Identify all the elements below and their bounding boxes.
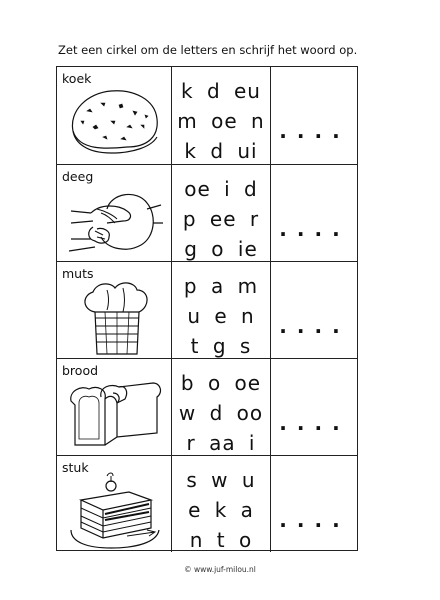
cookie-icon: [67, 81, 163, 161]
answer-dots: ....: [279, 119, 350, 143]
picture-cell: [57, 262, 171, 358]
letter-line: k d ui: [184, 139, 258, 163]
letter-line: w d oo: [178, 401, 264, 425]
letters-cell: [172, 165, 270, 261]
chef-hat-icon: [67, 276, 163, 356]
worksheet-row-koek: [57, 67, 357, 164]
letter-line: oe i d: [184, 177, 258, 201]
letter-line: p ee r: [182, 207, 260, 231]
letter-line: u e n: [187, 304, 255, 328]
instruction-text: Zet een cirkel om de letters en schrijf het woord op.: [58, 43, 358, 57]
word-label: muts: [62, 266, 94, 281]
letter-line: k d eu: [181, 79, 261, 103]
letters-cell: [172, 262, 270, 358]
answer-dots: ....: [279, 508, 350, 532]
letter-line: g o ie: [184, 237, 258, 261]
kneading-dough-icon: [67, 179, 163, 259]
answer-dots: ....: [279, 217, 350, 241]
letter-line: r aa i: [186, 431, 256, 455]
letters-cell: [172, 456, 270, 552]
worksheet-row-brood: [57, 358, 357, 455]
cake-slice-icon: [67, 470, 163, 550]
word-label: stuk: [62, 460, 89, 475]
worksheet-row-deeg: [57, 164, 357, 261]
letter-line: e k a: [188, 498, 254, 522]
answer-cell: [271, 165, 358, 261]
picture-cell: [57, 359, 171, 455]
letter-line: b o oe: [180, 371, 262, 395]
footer-credit: © www.juf-milou.nl: [184, 565, 256, 574]
answer-dots: ....: [279, 411, 350, 435]
letter-line: t g s: [190, 334, 252, 358]
worksheet-row-stuk: [57, 455, 357, 552]
letters-cell: [172, 67, 270, 164]
worksheet-table: [56, 66, 358, 551]
letter-line: p a m: [183, 274, 259, 298]
answer-cell: [271, 359, 358, 455]
word-label: koek: [62, 71, 92, 86]
answer-cell: [271, 262, 358, 358]
picture-cell: [57, 456, 171, 552]
letter-line: s w u: [186, 468, 256, 492]
answer-cell: [271, 456, 358, 552]
letter-line: m oe n: [177, 109, 265, 133]
word-label: deeg: [62, 169, 94, 184]
word-label: brood: [62, 363, 99, 378]
answer-cell: [271, 67, 358, 164]
picture-cell: [57, 67, 171, 164]
letters-cell: [172, 359, 270, 455]
answer-dots: ....: [279, 314, 350, 338]
letter-line: n t o: [189, 528, 253, 552]
worksheet-row-muts: [57, 261, 357, 358]
picture-cell: [57, 165, 171, 261]
bread-icon: [67, 373, 163, 453]
